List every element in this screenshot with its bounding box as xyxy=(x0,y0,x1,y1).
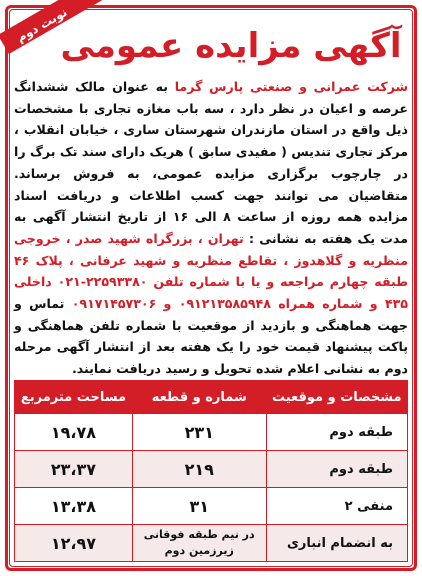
cell-area: ۱۳،۳۸ xyxy=(15,488,133,525)
page-title: آگهی مزایده عمومی xyxy=(60,26,402,66)
cell-area: ۱۲،۹۷ xyxy=(15,525,133,562)
table-header-row xyxy=(15,381,408,414)
intro-text: به عنوان مالک ششدانگ عرصه و اعیان در نظر دارد ، سه باب مغازه تجاری با مشخصات ذیل واقع در استان مازندران شهرستان ساری ، خیابان انقلاب ، مرکز تجاری تندیس ( مفیدی سابق ) هریک دارای سند تک برگ را در چارچوب برگزاری مزایده عمومی، به فروش برساند. متقاضیان می توانند جهت کسب اطلاعات و دریافت اسناد مزایده همه روزه از ساعت ۸ الی ۱۶ از تاریخ انتشار آگهی به مدت یک هفته به نشانی : xyxy=(14,79,409,246)
table-row xyxy=(15,488,408,525)
cell-number: ۳۱ xyxy=(132,488,266,525)
outro-text: تماس و جهت هماهنگی و بازدید از موقعیت با شماره تلفن xyxy=(14,296,408,333)
ending-text: هماهنگی و پاکت پیشنهاد قیمت خود را یک هفته بعد از انتشار آگهی مرحله دوم به نشانی اعلام شده تحویل و رسید دریافت نمایند. xyxy=(14,317,408,377)
cell-location: طبقه دوم xyxy=(266,414,407,451)
cell-location: به انضمام انباری xyxy=(266,525,407,562)
address-text: تهران ، بزرگراه شهید صدر ، خروجی منظریه و گلاهدوز ، تقاطع منظریه و شهید عرفانی ، پلاک ۴۶ طبقه چهارم مراجعه و یا با شماره تلفن ۲۲۵۹۳۳۸۰-۰۲۱ داخلی ۴۳۵ و شماره همراه ۰۹۱۲۱۳۵۸۵۹۴۸ و ۰۹۱۷۱۴۵۷۳۰۶ xyxy=(14,230,409,312)
cell-area: ۲۳،۳۷ xyxy=(15,451,133,488)
cell-number: ۲۳۱ xyxy=(132,414,266,451)
cell-location: طبقه دوم xyxy=(266,451,407,488)
company-name: شرکت عمرانی و صنعتی پارس گرما xyxy=(174,79,408,94)
header-number: شماره و قطعه xyxy=(132,381,266,414)
table-row xyxy=(15,525,408,562)
cell-location: منفی ۲ xyxy=(266,488,407,525)
header-area: مساحت مترمربع xyxy=(15,381,133,414)
table-row xyxy=(15,451,408,488)
badge-label: نوبت دوم xyxy=(14,4,70,46)
cell-area: ۱۹،۷۸ xyxy=(15,414,133,451)
table-row xyxy=(15,414,408,451)
cell-number: ۲۱۹ xyxy=(132,451,266,488)
header-location: مشخصات و موقعیت xyxy=(266,381,407,414)
cell-number: در نیم طبقه فوقانی زیرزمین دوم xyxy=(132,525,266,562)
announcement-text xyxy=(14,76,408,376)
properties-table xyxy=(14,380,408,562)
